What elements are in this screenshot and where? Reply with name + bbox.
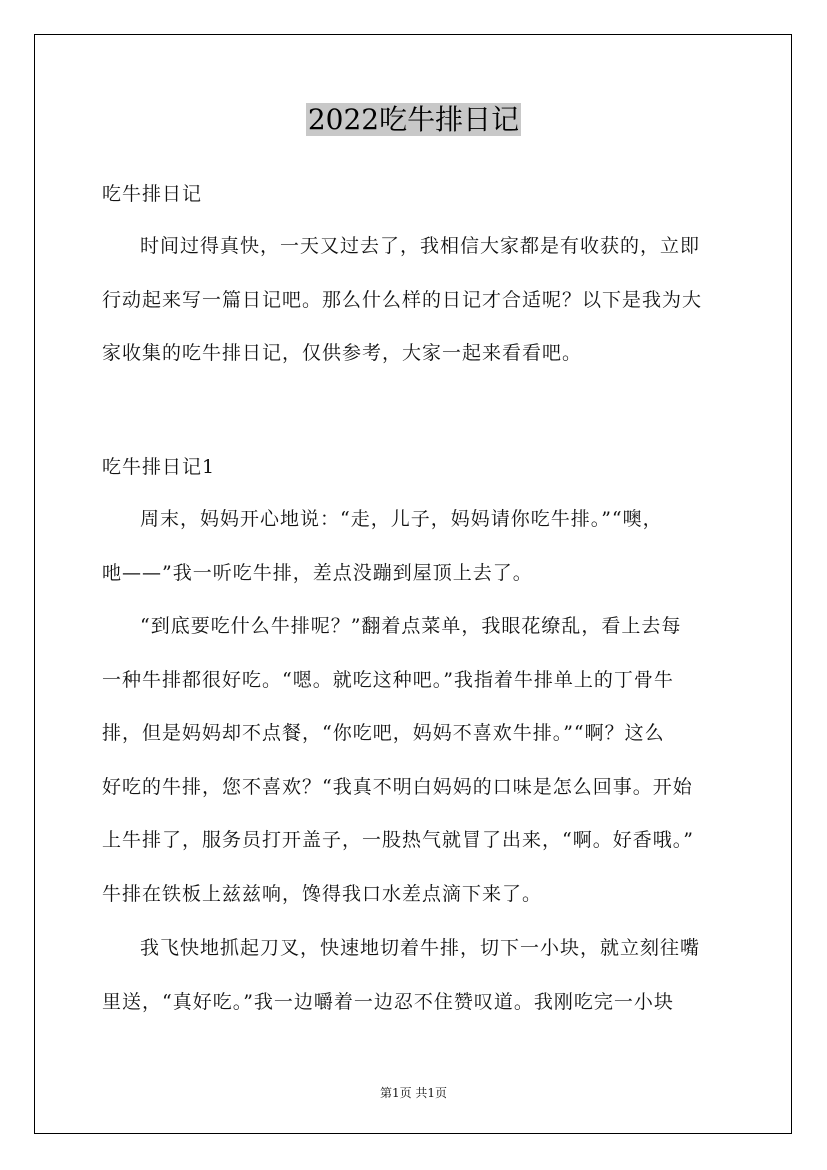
document-title bbox=[0, 100, 827, 140]
text-line: 好吃的牛排，您不喜欢？“我真不明白妈妈的口味是怎么回事。开始 bbox=[102, 775, 693, 798]
intro-paragraph bbox=[102, 220, 732, 381]
section-heading: 吃牛排日记1 bbox=[102, 456, 216, 478]
text-line: 我飞快地抓起刀叉，快速地切着牛排，切下一小块，就立刻往嘴 bbox=[140, 937, 701, 959]
paragraph-2 bbox=[102, 600, 732, 921]
text-line: 里送，“真好吃。”我一边嚼着一边忍不住赞叹道。我刚吃完一小块 bbox=[102, 990, 674, 1013]
text-line: 行动起来写一篇日记吧。那么什么样的日记才合适呢？以下是我为大 bbox=[102, 288, 703, 311]
intro-heading: 吃牛排日记 bbox=[102, 183, 203, 205]
text-line: 家收集的吃牛排日记，仅供参考，大家一起来看看吧。 bbox=[102, 342, 583, 364]
title-text: 2022吃牛排日记 bbox=[307, 103, 520, 136]
text-line: 吔——”我一听吃牛排，差点没蹦到屋顶上去了。 bbox=[102, 561, 533, 584]
paragraph-1 bbox=[102, 493, 732, 600]
text-line: 牛排在铁板上兹兹响，馋得我口水差点滴下来了。 bbox=[102, 882, 543, 905]
text-line: 上牛排了，服务员打开盖子，一股热气就冒了出来，“啊。好香哦。” bbox=[102, 829, 694, 851]
text-line: “到底要吃什么牛排呢？”翻着点菜单，我眼花缭乱，看上去每 bbox=[140, 615, 682, 637]
text-line: 排，但是妈妈却不点餐，“你吃吧，妈妈不喜欢牛排。”“啊？这么 bbox=[102, 722, 665, 744]
text-line: 时间过得真快，一天又过去了，我相信大家都是有收获的，立即 bbox=[140, 235, 701, 257]
paragraph-3 bbox=[102, 922, 732, 1029]
page-footer: 第1页 共1页 bbox=[379, 1086, 448, 1100]
text-line: 周末，妈妈开心地说：“走，儿子，妈妈请你吃牛排。”“噢， bbox=[140, 508, 663, 530]
text-line: 一种牛排都很好吃。“嗯。就吃这种吧。”我指着牛排单上的丁骨牛 bbox=[102, 668, 674, 691]
